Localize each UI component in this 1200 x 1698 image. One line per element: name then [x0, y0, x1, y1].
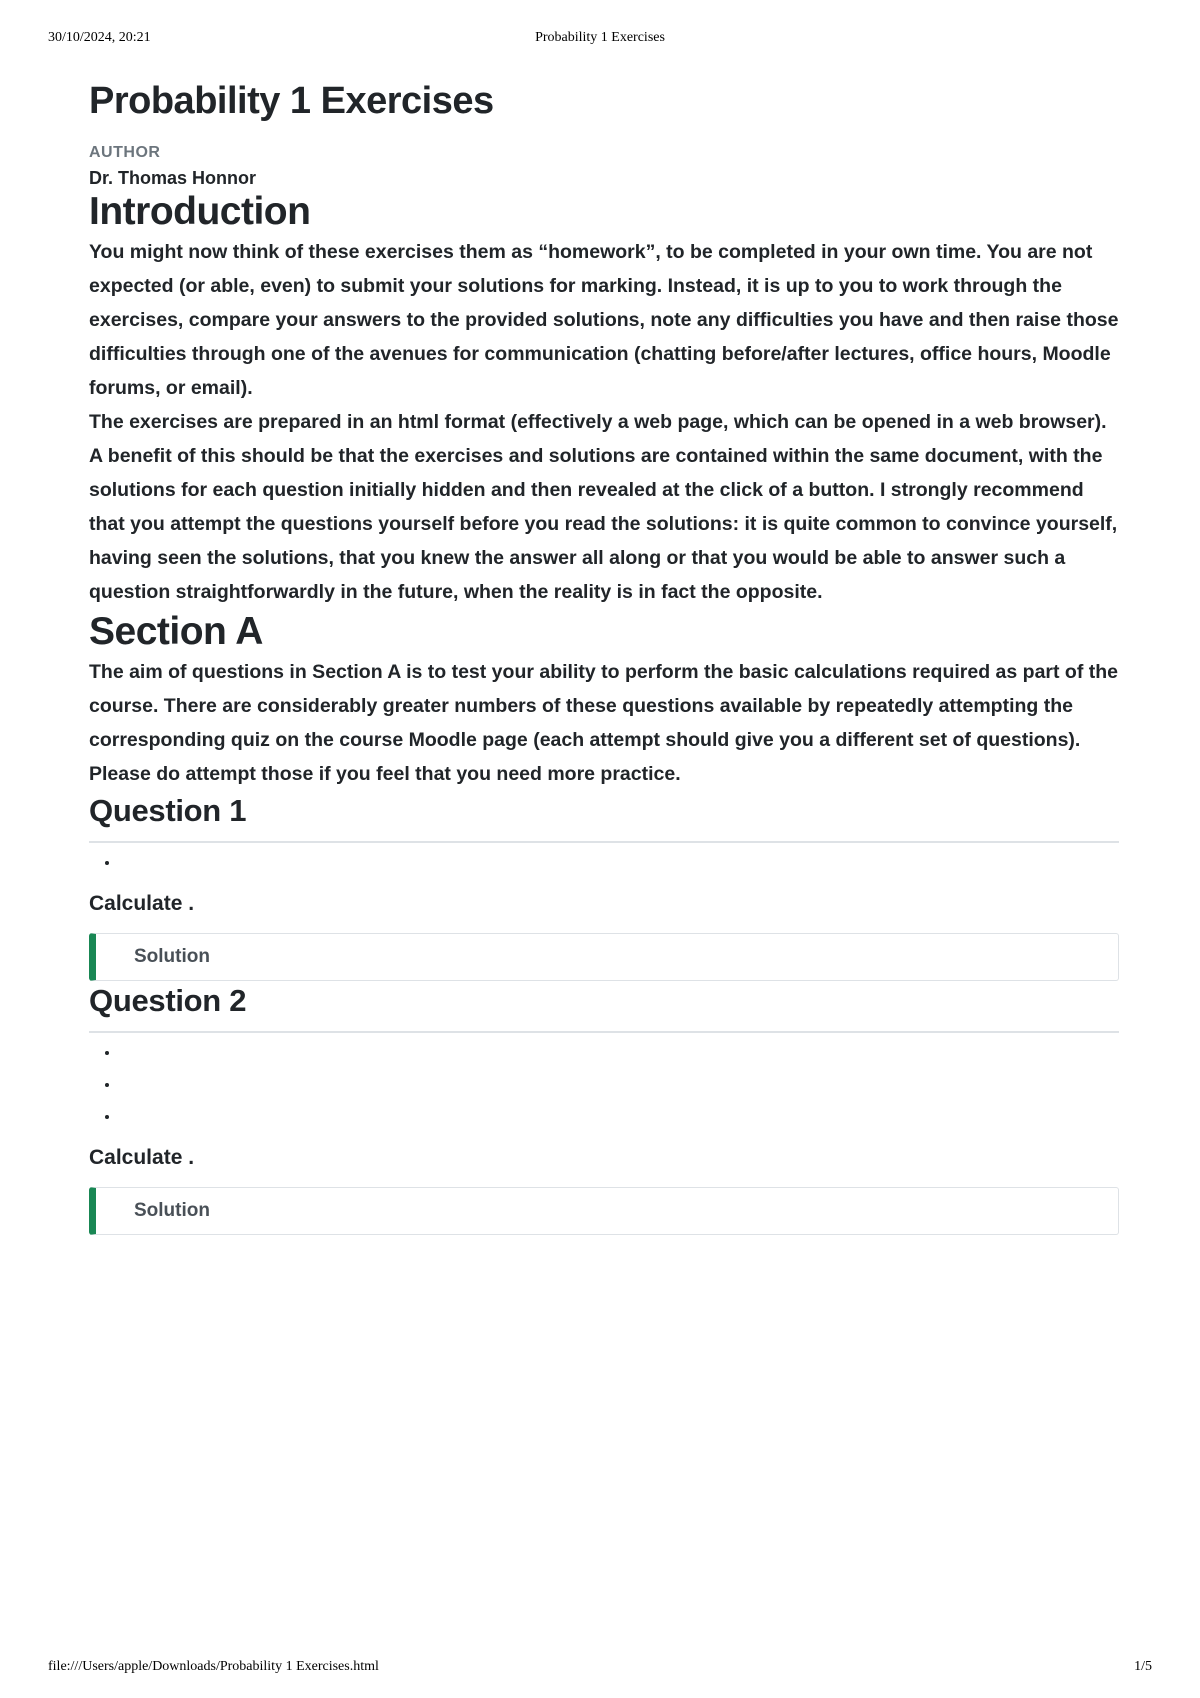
introduction-paragraph: You might now think of these exercises them as “homework”, to be completed in your own time. You are not expected (or able, even) to submit your solutions for marking. Instead, it is up to you to work through the exercises, compare your answers to the provided solutions, note any difficulties you have and then raise those difficulties through one of the avenues for communication (chatting before/after lectures, office hours, Moodle forums, or email). — [89, 241, 1119, 399]
print-title: Probability 1 Exercises — [535, 30, 665, 45]
list-item — [89, 843, 1119, 875]
list-item — [89, 1065, 1119, 1097]
print-footer — [48, 1659, 1152, 1679]
print-header — [48, 30, 1152, 50]
print-date: 30/10/2024, 20:21 — [48, 30, 151, 45]
solution-label: Solution — [134, 946, 210, 967]
section-a-paragraph: The aim of questions in Section A is to test your ability to perform the basic calculations required as part of the course. There are considerably greater numbers of these questions available by repeatedly attempting the corresponding quiz on the course Moodle page (each attempt should give you a different set of questions). Please do attempt those if you feel that you need more practice. — [89, 661, 1118, 785]
bullet-icon — [105, 1115, 109, 1119]
question-2-solution-toggle[interactable] — [89, 1187, 1119, 1235]
page-title: Probability 1 Exercises — [89, 80, 494, 122]
question-1-solution-toggle[interactable] — [89, 933, 1119, 981]
page-number: 1/5 — [1134, 1659, 1152, 1674]
question-1-heading: Question 1 — [89, 791, 1119, 843]
solution-label: Solution — [134, 1200, 210, 1221]
question-1-prompt: Calculate . — [89, 892, 195, 915]
list-item — [89, 1097, 1119, 1129]
question-2-heading: Question 2 — [89, 981, 1119, 1033]
document-content — [89, 78, 1119, 1235]
bullet-icon — [105, 1083, 109, 1087]
question-2-prompt: Calculate . — [89, 1146, 195, 1169]
author-label: AUTHOR — [89, 144, 161, 161]
bullet-icon — [105, 861, 109, 865]
list-item — [89, 1033, 1119, 1065]
section-a-heading: Section A — [89, 610, 263, 653]
author-name: Dr. Thomas Honnor — [89, 168, 257, 188]
file-path: file:///Users/apple/Downloads/Probability 1 Exercises.html — [48, 1659, 379, 1674]
introduction-heading: Introduction — [89, 190, 311, 233]
question-2-list — [89, 1033, 1119, 1129]
bullet-icon — [105, 1051, 109, 1055]
question-1-list — [89, 843, 1119, 875]
introduction-paragraph: The exercises are prepared in an html format (effectively a web page, which can be opened in a web browser). A benefit of this should be that the exercises and solutions are contained within the same document, with the solutions for each question initially hidden and then revealed at the click of a button. I strongly recommend that you attempt the questions yourself before you read the solutions: it is quite common to convince yourself, having seen the solutions, that you knew the answer all along or that you would be able to answer such a question straightforwardly in the future, when the reality is in fact the opposite. — [89, 411, 1118, 603]
